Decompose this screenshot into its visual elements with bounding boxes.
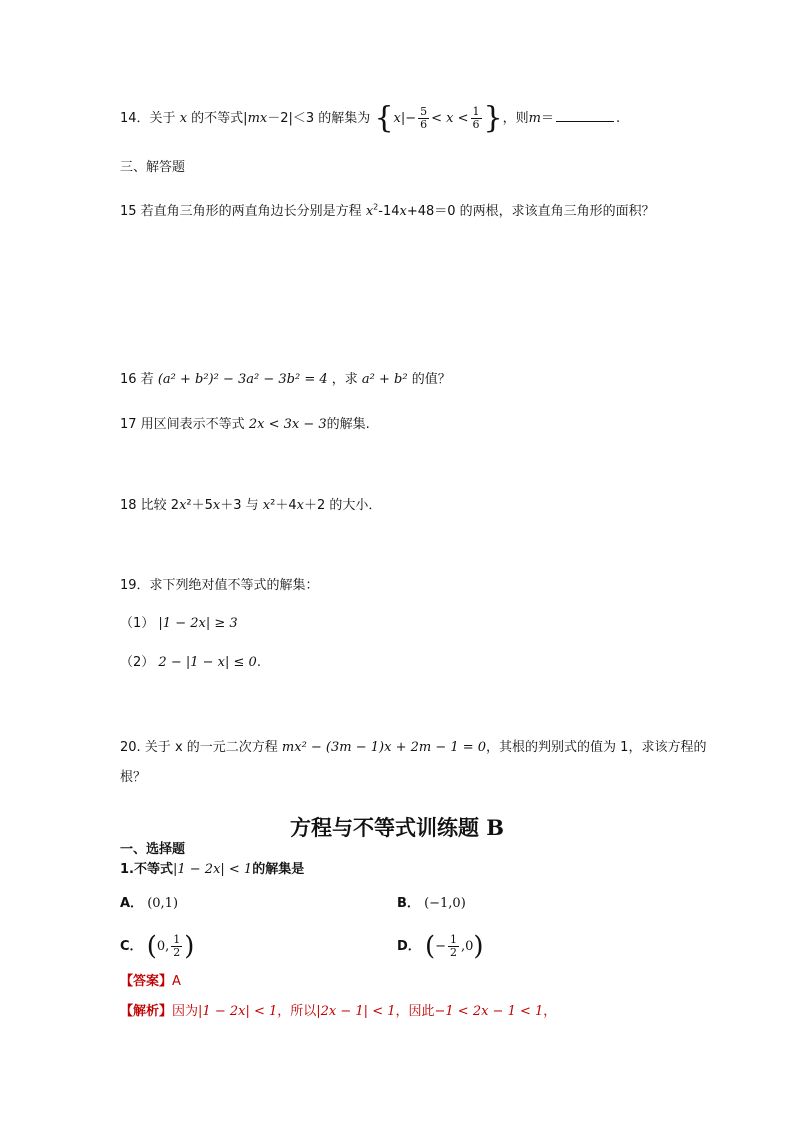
mc1-suffix: 的解集是 bbox=[252, 862, 305, 877]
q15-eq-x: x bbox=[365, 204, 374, 219]
mc1-option-c-frac bbox=[171, 934, 182, 959]
q19-item1-label: （1） bbox=[120, 616, 155, 631]
q19-item2-label: （2） bbox=[120, 655, 155, 670]
q14-lt: < x < bbox=[431, 111, 469, 126]
q16-expr: (a² + b²)² − 3a² − 3b² = 4 bbox=[157, 372, 328, 387]
section-1-heading: 一、选择题 bbox=[120, 842, 186, 857]
q14-set-bar: |− bbox=[400, 111, 417, 126]
q16-prefix: 16 若 bbox=[120, 372, 154, 387]
q18-x1: x bbox=[179, 498, 187, 513]
question-14 bbox=[120, 100, 621, 136]
analysis-t4: ， bbox=[543, 1004, 557, 1019]
q16-mid: ，求 bbox=[331, 372, 358, 387]
question-20 bbox=[120, 738, 706, 758]
mc1-option-b-value: (−1,0) bbox=[424, 896, 466, 911]
question-16 bbox=[120, 370, 451, 390]
q19-item2-expr: 2 − |1 − x| ≤ 0 bbox=[158, 655, 257, 670]
q14-var-x: x bbox=[179, 111, 188, 126]
q15-sup: 2 bbox=[373, 202, 379, 212]
answer-line bbox=[120, 972, 181, 992]
mc1-option-c-open: ( bbox=[146, 931, 157, 962]
mc1-option-a[interactable] bbox=[120, 894, 178, 914]
q20-expr: mx² − (3m − 1)x + 2m − 1 = 0 bbox=[281, 740, 487, 755]
q14-frac1-num: 5 bbox=[420, 105, 428, 118]
mc1-option-d-minus: − bbox=[435, 939, 446, 954]
q16-expr2: a² + b² bbox=[361, 372, 408, 387]
q14-frac1-den: 6 bbox=[420, 118, 428, 131]
q14-open-brace: { bbox=[374, 100, 394, 136]
question-19-item-1 bbox=[120, 614, 238, 634]
mc1-option-c-close: ) bbox=[184, 931, 195, 962]
analysis-t1: 因为 bbox=[172, 1004, 199, 1019]
mc-question-1 bbox=[120, 860, 304, 880]
q14-frac2-den: 6 bbox=[472, 118, 480, 131]
q14-frac-1 bbox=[418, 106, 429, 131]
q14-eq: ＝ bbox=[540, 111, 554, 126]
answer-value: A bbox=[172, 974, 181, 989]
q14-prefix: 14．关于 bbox=[120, 111, 176, 126]
q20-prefix: 20. 关于 x 的一元二次方程 bbox=[120, 740, 278, 755]
q14-expr: mx bbox=[247, 111, 268, 126]
mc1-option-d-close: ) bbox=[473, 931, 484, 962]
q18-p2: ＋3 与 bbox=[220, 498, 259, 513]
analysis-e1: |1 − 2x| < 1 bbox=[198, 1004, 278, 1019]
mc1-option-d-frac bbox=[448, 934, 459, 959]
mc1-prefix: 1.不等式 bbox=[120, 862, 173, 877]
q18-p1: ²＋5 bbox=[186, 498, 213, 513]
q18-p4: ＋2 的大小． bbox=[303, 498, 382, 513]
q15-prefix: 15 若直角三角形的两直角边长分别是方程 bbox=[120, 204, 362, 219]
analysis-line bbox=[120, 1002, 556, 1022]
q15-eq-x2: x bbox=[399, 204, 407, 219]
mc1-option-d-label: D． bbox=[397, 939, 421, 954]
page-title: 方程与不等式训练题 B bbox=[289, 815, 505, 840]
analysis-t2: ，所以 bbox=[277, 1004, 317, 1019]
mc1-option-c-num: 1 bbox=[173, 933, 181, 946]
mc1-option-a-value: (0,1) bbox=[147, 896, 179, 911]
q16-suffix: 的值？ bbox=[411, 372, 451, 387]
mc1-option-d-open: ( bbox=[424, 931, 436, 962]
mc1-option-d-num: 1 bbox=[450, 933, 457, 946]
q14-answer-blank[interactable] bbox=[556, 107, 614, 122]
q14-text-a: 的不等式| bbox=[191, 111, 248, 126]
mc1-expr: |1 − 2x| < 1 bbox=[172, 862, 253, 877]
mc1-option-a-label: A． bbox=[120, 896, 144, 911]
q14-close-brace: } bbox=[483, 100, 503, 136]
mc1-option-d-den: 2 bbox=[450, 946, 457, 959]
mc1-option-c-label: C． bbox=[120, 939, 143, 954]
q14-text-c: ，则 bbox=[502, 111, 529, 126]
analysis-e2: |2x − 1| < 1 bbox=[316, 1004, 396, 1019]
mc1-option-c-den: 2 bbox=[173, 946, 181, 959]
q20-suffix: ，其根的判别式的值为 1，求该方程的 bbox=[486, 740, 707, 755]
q19-item1-expr: |1 − 2x| ≥ 3 bbox=[158, 616, 238, 631]
question-18 bbox=[120, 496, 381, 516]
mc1-option-b-label: B． bbox=[397, 896, 420, 911]
mc1-option-c[interactable] bbox=[120, 931, 195, 962]
mc1-option-d-b: ,0 bbox=[461, 939, 474, 954]
question-20-line-2: 根？ bbox=[120, 770, 147, 785]
analysis-e3: −1 < 2x − 1 < 1 bbox=[434, 1004, 544, 1019]
question-17 bbox=[120, 415, 370, 435]
mc1-option-d[interactable] bbox=[397, 931, 484, 962]
q14-set-x: x bbox=[393, 111, 401, 126]
q18-prefix: 18 比较 2 bbox=[120, 498, 180, 513]
q15-eq-tail: +48＝0 的两根，求该直角三角形的面积？ bbox=[406, 204, 655, 219]
section-3-heading: 三、解答题 bbox=[120, 160, 186, 175]
mc1-option-b[interactable] bbox=[397, 894, 466, 914]
analysis-label: 【解析】 bbox=[120, 1004, 173, 1019]
question-19-item-2 bbox=[120, 653, 261, 673]
question-15 bbox=[120, 202, 655, 222]
q17-suffix: 的解集. bbox=[326, 417, 370, 432]
q17-expr: 2x < 3x − 3 bbox=[248, 417, 327, 432]
q14-frac-2 bbox=[471, 106, 482, 131]
q18-p3: ²＋4 bbox=[270, 498, 297, 513]
q14-frac2-num: 1 bbox=[472, 105, 480, 118]
q17-prefix: 17 用区间表示不等式 bbox=[120, 417, 245, 432]
q18-x2: x bbox=[212, 498, 221, 513]
q19-item2-end: . bbox=[256, 655, 261, 670]
q14-end: . bbox=[616, 111, 621, 126]
q14-var-m: m bbox=[528, 111, 541, 126]
q15-eq-rest: -14 bbox=[378, 204, 400, 219]
q14-text-b: －2|＜3 的解集为 bbox=[267, 111, 371, 126]
q18-x3: x bbox=[262, 498, 271, 513]
answer-label: 【答案】 bbox=[120, 974, 173, 989]
question-19: 19．求下列绝对值不等式的解集： bbox=[120, 578, 319, 593]
analysis-t3: ，因此 bbox=[395, 1004, 435, 1019]
q18-x4: x bbox=[296, 498, 304, 513]
mc1-option-c-a: 0, bbox=[156, 939, 170, 954]
